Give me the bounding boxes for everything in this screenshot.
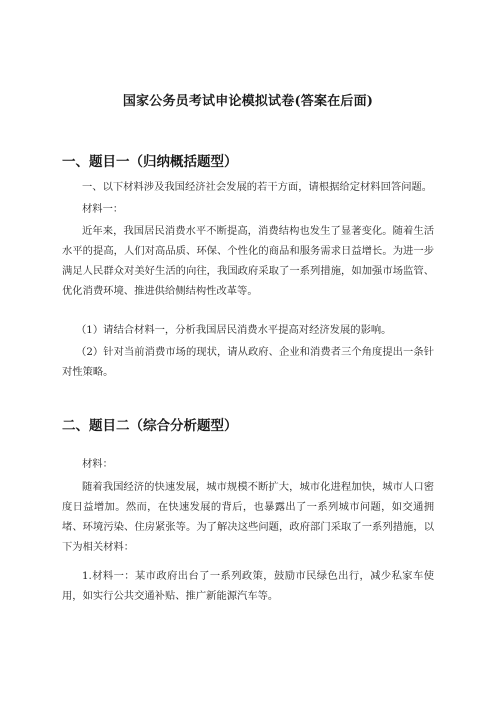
material-2-label: 材料： bbox=[82, 458, 113, 470]
material-1-text: 近年来，我国居民消费水平不断提高，消费结构也发生了显著变化。随着生活水平的提高，人们对高品质、环保、个性化的商品和服务需求日益增长。为进一步满足人民群众对美好生活的向往，我国政府采取了一系列措施，如加强市场监管、优化消费环境、推进供给侧结构性改革等。 bbox=[62, 225, 434, 297]
section-2-heading: 二、题目二（综合分析题型） bbox=[62, 418, 238, 434]
material-1-label: 材料一： bbox=[82, 203, 124, 215]
material-2-item-1: 1.材料一：某市政府出台了一系列政策，鼓励市民绿色出行，减少私家车使用，如实行公共交通补贴、推广新能源汽车等。 bbox=[62, 570, 434, 602]
section-1-intro: 一、以下材料涉及我国经济社会发展的若干方面，请根据给定材料回答问题。 bbox=[82, 181, 433, 193]
section-1-heading: 一、题目一（归纳概括题型） bbox=[62, 154, 238, 170]
question-2: （2）针对当前消费市场的现状，请从政府、企业和消费者三个角度提出一条针对性策略。 bbox=[62, 346, 434, 378]
document-title: 国家公务员考试申论模拟试卷(答案在后面) bbox=[122, 94, 374, 109]
question-1: （1）请结合材料一，分析我国居民消费水平提高对经济发展的影响。 bbox=[76, 324, 392, 336]
material-2-text: 随着我国经济的快速发展，城市规模不断扩大，城市化进程加快，城市人口密度日益增加。然而，在快速发展的背后，也暴露出了一系列城市问题，如交通拥堵、环境污染、住房紧张等。为了解决这些问题，政府部门采取了一系列措施，以下为相关材料： bbox=[62, 481, 434, 553]
